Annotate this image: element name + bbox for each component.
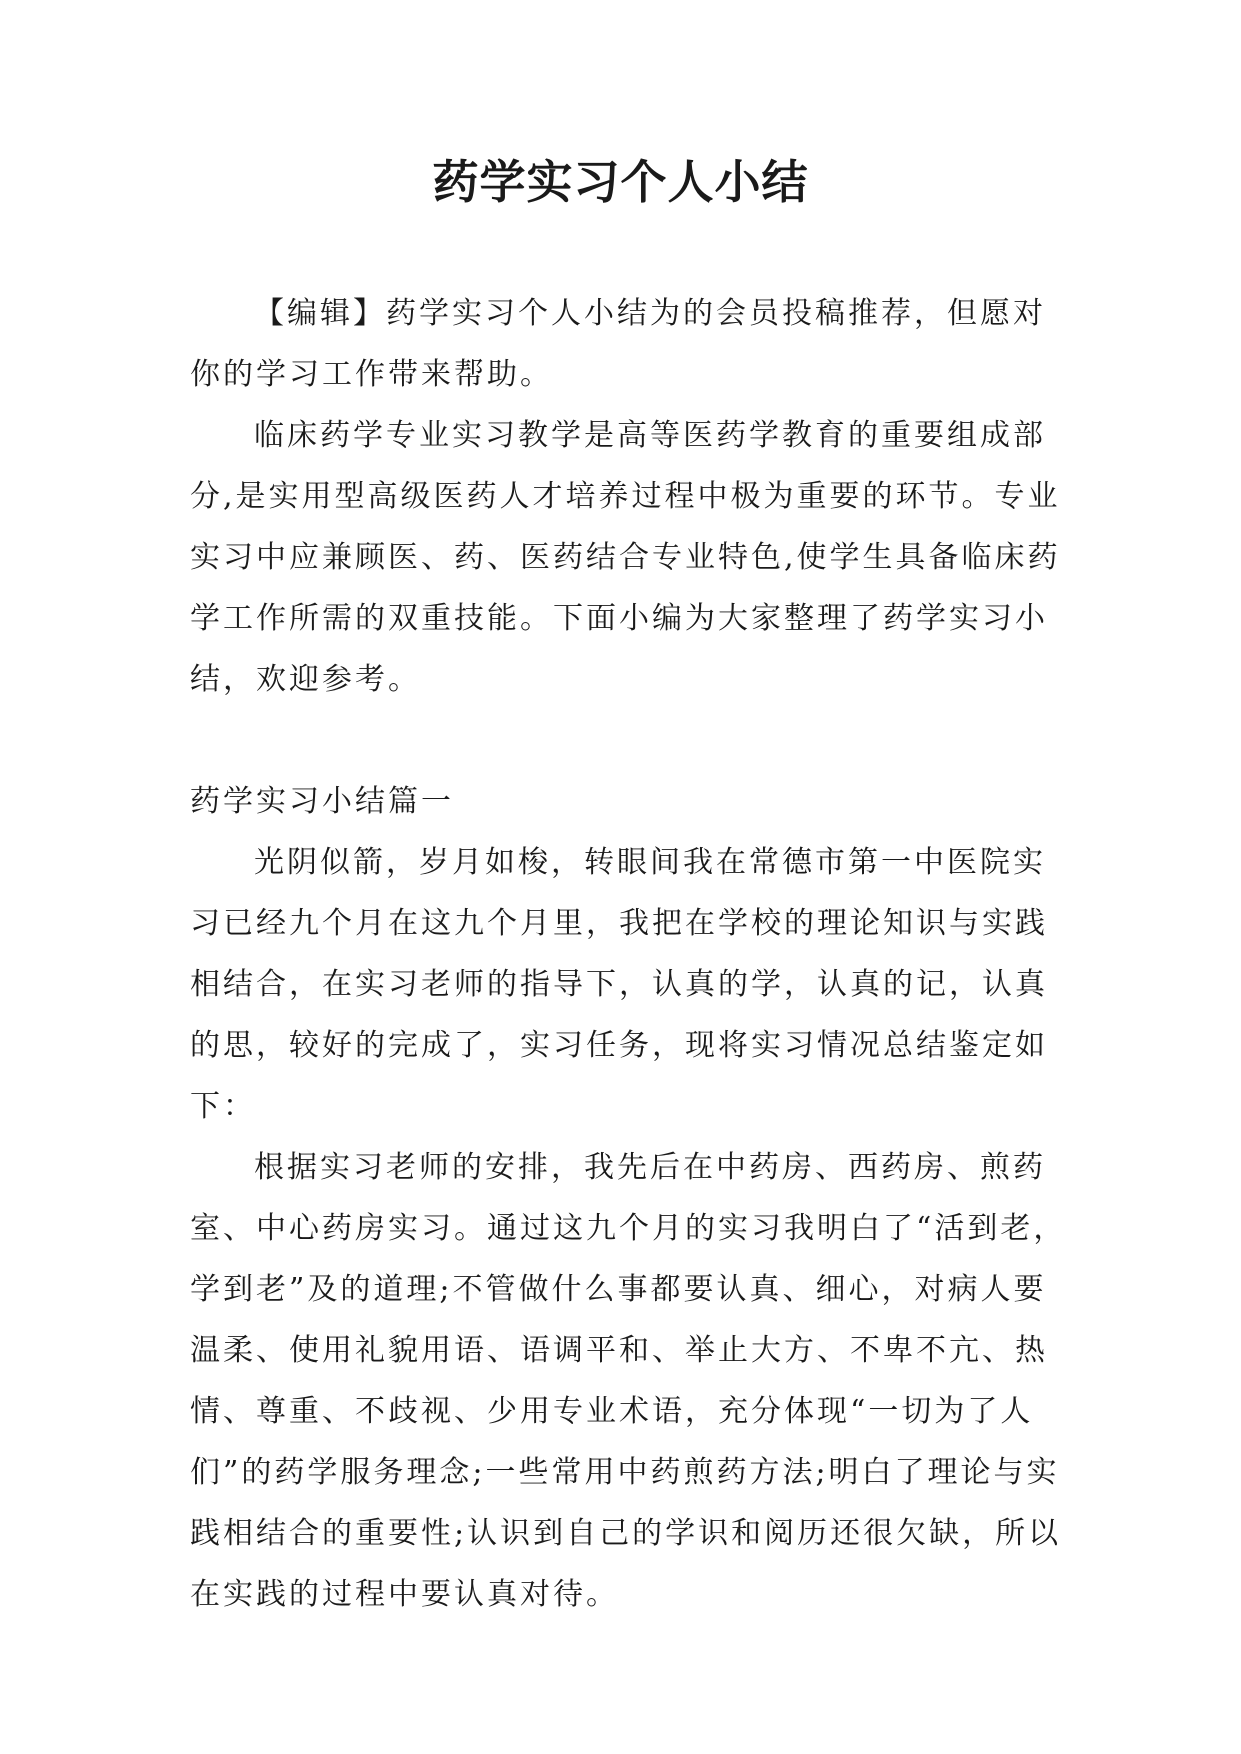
paragraph-spacer — [190, 710, 1070, 771]
document-body — [190, 283, 1070, 1625]
intro-paragraph: 【编辑】药学实习个人小结为的会员投稿推荐，但愿对你的学习工作带来帮助。 — [190, 296, 1046, 392]
body-paragraph-3: 根据实习老师的安排，我先后在中药房、西药房、煎药室、中心药房实习。通过这九个月的实习我明白了“活到老，学到老”及的道理;不管做什么事都要认真、细心，对病人要温柔、使用礼貌用语、语调平和、举止大方、不卑不亢、热情、尊重、不歧视、少用专业术语，充分体现“一切为了人们”的药学服务理念;一些常用中药煎药方法;明白了理论与实践相结合的重要性;认识到自己的学识和阅历还很欠缺，所以在实践的过程中要认真对待。 — [190, 1150, 1067, 1612]
document-title: 药学实习个人小结 — [432, 155, 809, 209]
section-heading: 药学实习小结篇一 — [190, 784, 454, 819]
body-paragraph-1: 临床药学专业实习教学是高等医药学教育的重要组成部分,是实用型高级医药人才培养过程中极为重要的环节。专业实习中应兼顾医、药、医药结合专业特色,使学生具备临床药学工作所需的双重技能。下面小编为大家整理了药学实习小结，欢迎参考。 — [190, 418, 1061, 697]
body-paragraph-2: 光阴似箭，岁月如梭，转眼间我在常德市第一中医院实习已经九个月在这九个月里，我把在学校的理论知识与实践相结合，在实习老师的指导下，认真的学，认真的记，认真的思，较好的完成了，实习任务，现将实习情况总结鉴定如下： — [190, 845, 1048, 1124]
